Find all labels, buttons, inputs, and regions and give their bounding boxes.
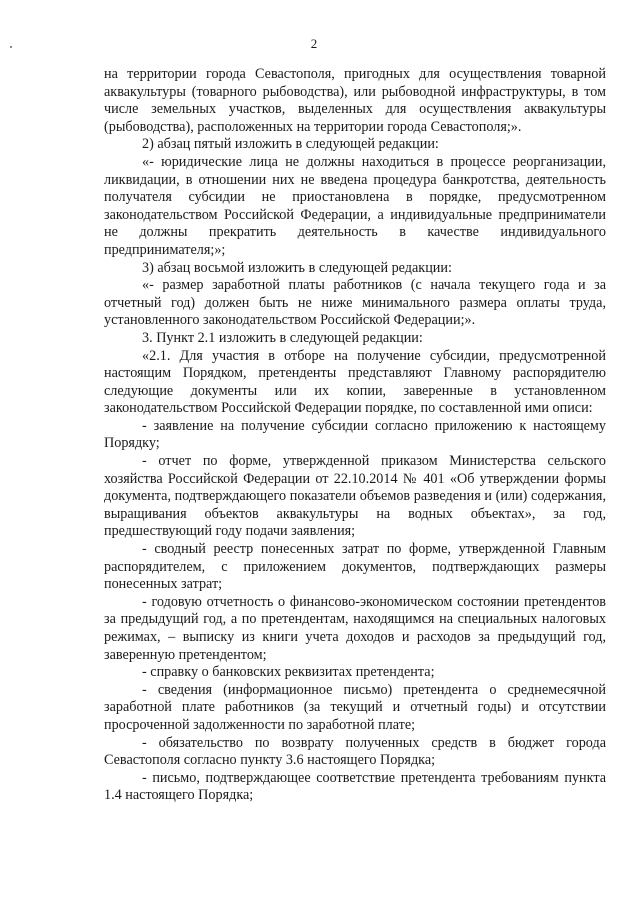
- list-item-salary-info: - сведения (информационное письмо) претендента о среднемесячной заработной плате работников (за текущий и отчетный годы) и отсутствии просроченной задолженности по заработной плате;: [104, 681, 606, 733]
- paragraph-item-2-heading: 2) абзац пятый изложить в следующей редакции:: [142, 136, 439, 153]
- paragraph-salary: «- размер заработной платы работников (с начала текущего года и за отчетный год) должен быть не ниже минимального размера оплаты труда, установленного законодательством Российской Федерации;».: [104, 277, 606, 329]
- list-item-annual-reporting: - годовую отчетность о финансово-экономическом состоянии претендентов за предыдущий год, а по претендентам, находящимся на специальных налоговых режимах, – выписку из книги учета доходов и расходов за предыдущий год, заверенную претендентом;: [104, 593, 606, 663]
- paragraph-legal-entities: «- юридические лица не должны находиться в процессе реорганизации, ликвидации, в отношении них не введена процедура банкротства, деятельность получателя субсидии не приостановлена в порядке, предусмотренном законодательством Российской Федерации, а индивидуальные предприниматели не должны прекратить деятельность в качестве индивидуального предпринимателя;»;: [104, 153, 606, 258]
- list-item-report: - отчет по форме, утвержденной приказом Министерства сельского хозяйства Российской Федерации от 22.10.2014 № 401 «Об утверждении формы документа, подтверждающего показатели объемов разведения и (или) содержания, выращивания объектов аквакультуры на водных объектах», за год, предшествующий году подачи заявления;: [104, 453, 606, 540]
- list-item-bank-details: - справку о банковских реквизитах претендента;: [142, 664, 435, 681]
- list-item-cost-register: - сводный реестр понесенных затрат по форме, утвержденной Главным распорядителем, с приложением документов, подтверждающих размеры понесенных затрат;: [104, 541, 606, 593]
- page-number: 2: [310, 36, 318, 51]
- list-item-refund-obligation: - обязательство по возврату полученных средств в бюджет города Севастополя согласно пункту 3.6 настоящего Порядка;: [104, 734, 606, 769]
- paragraph-land-plots: на территории города Севастополя, пригодных для осуществления товарной аквакультуры (товарного рыбоводства), или рыбоводной инфраструктуры, в том числе земельных участков, выделенных для осуществления аквакультуры (рыбоводства), расположенных на территории города Севастополя;».: [104, 66, 606, 135]
- list-item-compliance-letter: - письмо, подтверждающее соответствие претендента требованиям пункта 1.4 настоящего Порядка;: [104, 769, 606, 804]
- document-body: [104, 66, 606, 805]
- paragraph-point-3-heading: 3. Пункт 2.1 изложить в следующей редакции:: [142, 329, 423, 346]
- list-item-application: - заявление на получение субсидии согласно приложению к настоящему Порядку;: [104, 417, 606, 452]
- paragraph-clause-2-1: «2.1. Для участия в отборе на получение субсидии, предусмотренной настоящим Порядком, претенденты представляют Главному распорядителю следующие документы или их копии, заверенные в установленном законодательством Российской Федерации порядке, по составленной ими описи:: [104, 347, 606, 417]
- paragraph-item-3-heading: 3) абзац восьмой изложить в следующей редакции:: [142, 259, 452, 276]
